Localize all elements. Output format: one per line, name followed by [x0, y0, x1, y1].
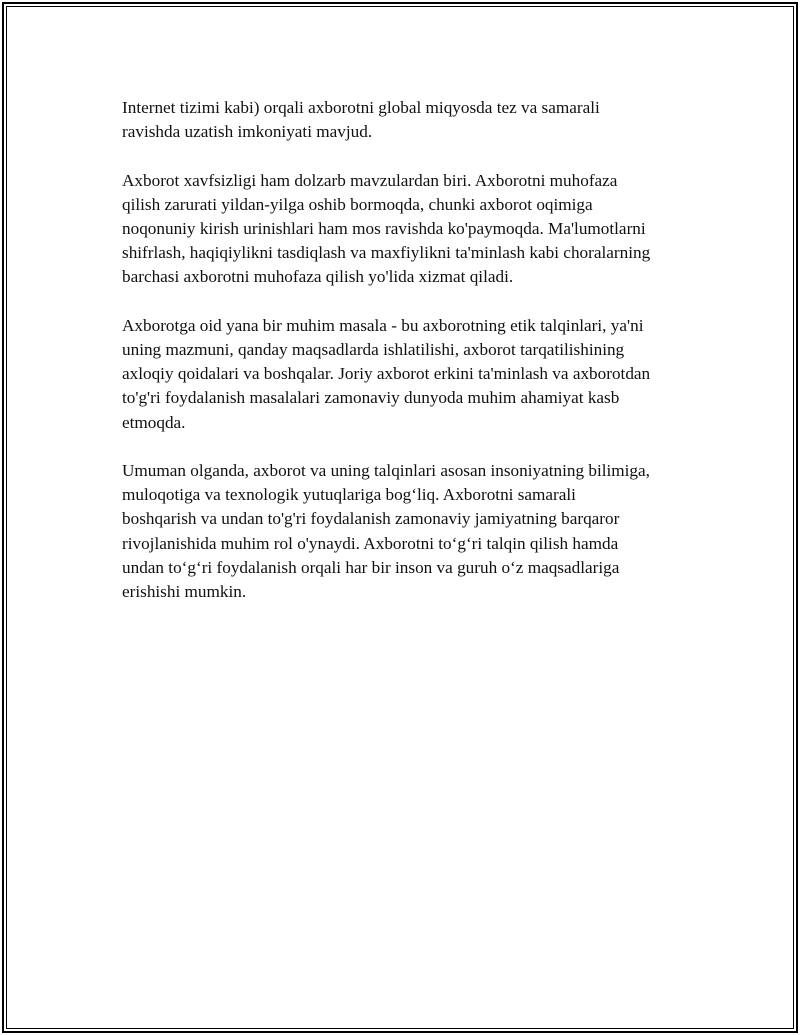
page-border	[2, 2, 798, 1033]
paragraph-ethics: Axborotga oid yana bir muhim masala - bu axborotning etik talqinlari, ya'ni uning mazmuni, qanday maqsadlarda ishlatilishi, axborot tarqatilishining axloqiy qoidalari va boshqalar. Joriy axborot erkini ta'minlash va axborotdan to'g'ri foydalanish masalalari zamonaviy dunyoda muhim ahamiyat kasb etmoqda.	[122, 315, 651, 432]
paragraph-internet: Internet tizimi kabi) orqali axborotni global miqyosda tez va samarali ravishda uzatish imkoniyati mavjud.	[122, 98, 600, 142]
paragraph-security: Axborot xavfsizligi ham dolzarb mavzulardan biri. Axborotni muhofaza qilish zarurati yildan-yilga oshib bormoqda, chunki axborot oqimiga noqonuniy kirish urinishlari ham mos ravishda ko'paymoqda. Ma'lumotlarni shifrlash, haqiqiylikni tasdiqlash va maxfiylikni ta'minlash kabi choralarning barchasi axborotni muhofaza qilish yo'lida xizmat qiladi.	[122, 170, 651, 287]
paragraph-conclusion: Umuman olganda, axborot va uning talqinlari asosan insoniyatning bilimiga, muloqotiga va texnologik yutuqlariga bog‘liq. Axborotni samarali boshqarish va undan to'g'ri foydalanish zamonaviy jamiyatning barqaror rivojlanishida muhim rol o'ynaydi. Axborotni to‘g‘ri talqin qilish hamda undan to‘g‘ri foydalanish orqali har bir inson va guruh o‘z maqsadlariga erishishi mumkin.	[122, 461, 650, 602]
document-body	[122, 96, 722, 628]
